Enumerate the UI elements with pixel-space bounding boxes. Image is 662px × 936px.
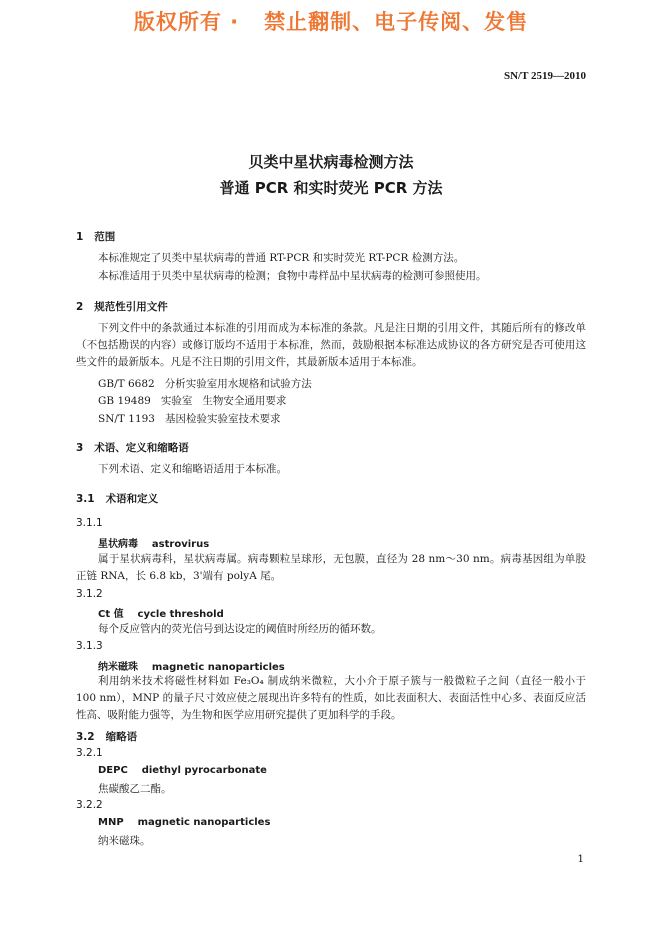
scope-paragraph-2: 本标准适用于贝类中星状病毒的检测；食物中毒样品中星状病毒的检测可参照使用。: [98, 270, 487, 282]
watermark-banner: 版权所有 · 禁止翻制、电子传阅、发售: [133, 10, 529, 34]
definition-mnp: 纳米磁珠。: [98, 835, 151, 847]
section-2-heading: 2 规范性引用文件: [76, 301, 168, 313]
standard-code: SN/T 2519—2010: [503, 70, 586, 82]
definition-astrovirus: 属于星状病毒科，星状病毒属。病毒颗粒呈球形，无包膜，直径为 28 nm～30 nm。病毒基因组为单股正链 RNA，长 6.8 kb，3'端有 polyA 尾。: [76, 553, 586, 582]
reference-item: GB 19489 实验室 生物安全通用要求: [98, 395, 287, 407]
reference-item: GB/T 6682 分析实验室用水规格和试验方法: [98, 378, 312, 390]
page-number: 1: [577, 853, 584, 865]
clause-number: 3.2.2: [76, 799, 103, 811]
definition-depc: 焦碳酸乙二酯。: [98, 783, 172, 795]
terms-intro: 下列术语、定义和缩略语适用于本标准。: [98, 463, 287, 475]
term-depc: DEPC diethyl pyrocarbonate: [98, 765, 267, 776]
document-subtitle: 普通 PCR 和实时荧光 PCR 方法: [219, 179, 443, 197]
term-magnetic-nanoparticles: 纳米磁珠 magnetic nanoparticles: [98, 662, 285, 673]
definition-ct-value: 每个反应管内的荧光信号到达设定的阈值时所经历的循环数。: [98, 623, 382, 635]
clause-number: 3.1.1: [76, 517, 103, 529]
clause-number: 3.2.1: [76, 747, 103, 759]
clause-number: 3.1.2: [76, 588, 103, 600]
definition-magnetic-nanoparticles: 利用纳米技术将磁性材料如 Fe₃O₄ 制成纳米微粒，大小介于原子簇与一般微粒子之间（直径一般小于 100 nm），MNP 的量子尺寸效应使之展现出许多特有的性质，如比表面积大、表面活性中心多、表面反应活性高、吸附能力强等，为生物和医学应用研究提供了更加科学的手段。: [76, 675, 586, 721]
reference-item: SN/T 1193 基因检验实验室技术要求: [98, 413, 281, 425]
references-paragraph: 下列文件中的条款通过本标准的引用而成为本标准的条款。凡是注日期的引用文件，其随后所有的修改单（不包括勘误的内容）或修订版均不适用于本标准，然而，鼓励根据本标准达成协议的各方研究是否可使用这些文件的最新版本。凡是不注日期的引用文件，其最新版本适用于本标准。: [76, 322, 586, 368]
clause-number: 3.1.3: [76, 640, 103, 652]
section-3-heading: 3 术语、定义和缩略语: [76, 442, 189, 454]
document-title: 贝类中星状病毒检测方法: [248, 153, 414, 171]
section-3-2-heading: 3.2 缩略语: [76, 731, 138, 743]
term-mnp: MNP magnetic nanoparticles: [98, 817, 271, 828]
section-1-heading: 1 范围: [76, 231, 116, 243]
term-astrovirus: 星状病毒 astrovirus: [98, 539, 210, 550]
scope-paragraph-1: 本标准规定了贝类中星状病毒的普通 RT-PCR 和实时荧光 RT-PCR 检测方法。: [98, 252, 465, 264]
term-ct-value: Ct 值 cycle threshold: [98, 609, 224, 620]
section-3-1-heading: 3.1 术语和定义: [76, 493, 159, 505]
